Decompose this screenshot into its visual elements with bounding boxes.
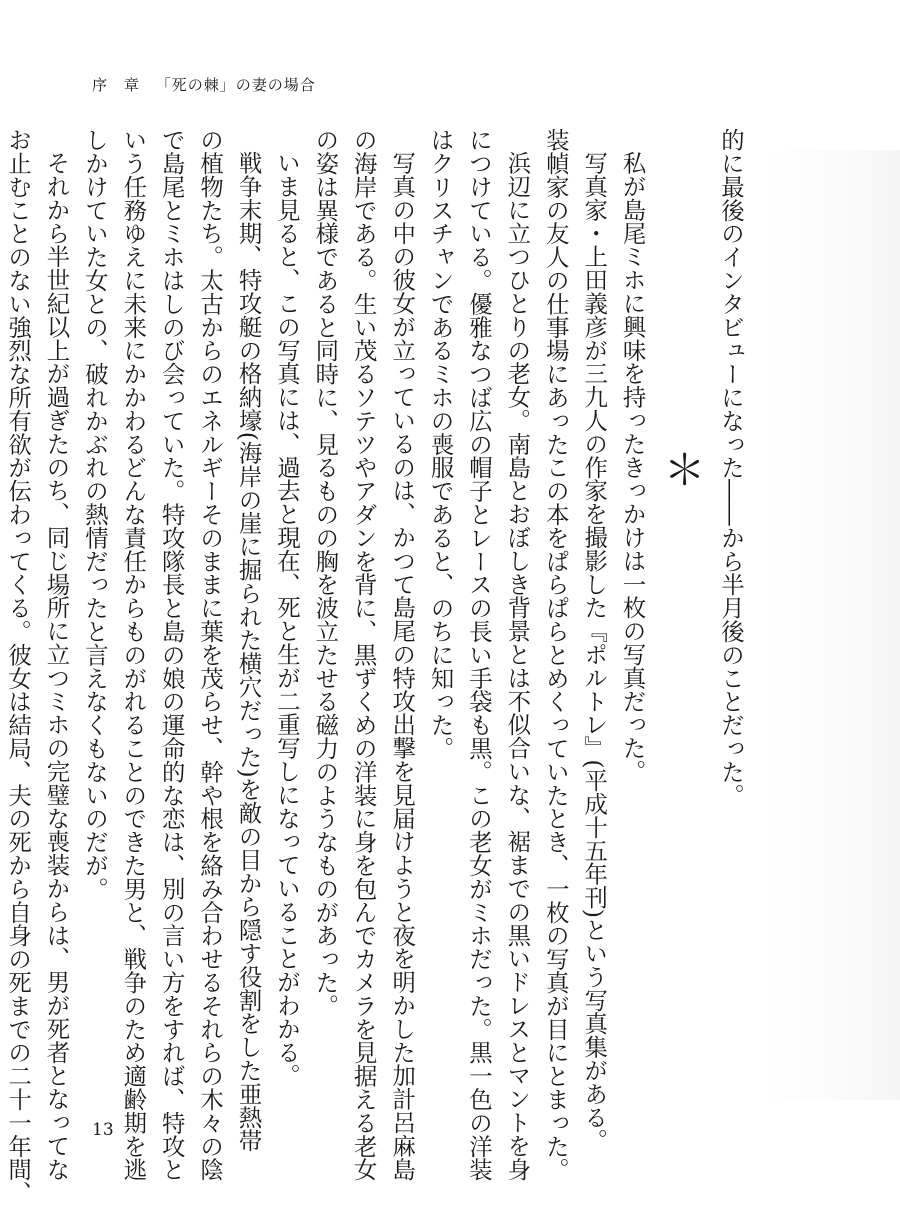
text-line: の植物たち。太古からのエネルギーそのままに葉を茂らせ、幹や根を絡み合わせるそれらの木々の陰 — [196, 128, 225, 1181]
text-line: 戦争末期、特攻艇の格納壕(海岸の崖に掘られた横穴だった)を敵の目から隠す役割をした亜熱帯 — [234, 151, 263, 1153]
text-line: はクリスチャンであるミホの喪服であると、のちに知った。 — [426, 128, 455, 760]
section-separator-asterisk: ＊ — [657, 448, 707, 490]
text-line: しかけていた女との、破れかぶれの熱情だったと言えなくもないのだが。 — [80, 128, 109, 901]
text-line: いう任務ゆえに未来にかかわるどんな責任からものがれることのできた男と、戦争のため適齢期を逃 — [119, 128, 148, 1181]
page-edge-shadow — [760, 150, 900, 1100]
text-line: お止むことのない強烈な所有欲が伝わってくる。彼女は結局、夫の死から自身の死までの二十一年間、 — [4, 128, 33, 1205]
text-line: 写真の中の彼女が立っているのは、かつて島尾の特攻出撃を見届けようと夜を明かした加計呂麻島 — [388, 151, 417, 1181]
text-line: いま見ると、この写真には、過去と現在、死と生が二重写しになっていることがわかる。 — [272, 151, 301, 1088]
running-head — [92, 74, 326, 95]
text-line: の姿は異様であると同時に、見るものの胸を波立たせる磁力のようなものがあった。 — [311, 128, 340, 1018]
chapter-label: 序 章 — [92, 76, 141, 94]
text-line: 的に最後のインタビューになった――から半月後のことだった。 — [717, 128, 745, 807]
text-line: 装幀家の友人の仕事場にあったこの本をぱらぱらとめくっていたとき、一枚の写真が目にとまった。 — [541, 128, 570, 1181]
page-number: 13 — [92, 1120, 114, 1140]
text-line: 私が島尾ミホに興味を持ったきっかけは一枚の写真だった。 — [618, 151, 647, 784]
text-line: につけている。優雅なつば広の帽子とレースの長い手袋も黒。この老女がミホだった。黒一色の洋装 — [464, 128, 493, 1181]
text-line: 浜辺に立つひとりの老女。南島とおぼしき背景とは不似合いな、裾までの黒いドレスとマントを身 — [503, 151, 532, 1181]
chapter-title: 「死の棘」の妻の場合 — [155, 76, 316, 94]
text-line: 写真家・上田義彦が三九人の作家を撮影した『ポルトレ』(平成十五年刊)という写真集がある。 — [580, 151, 609, 1153]
text-line: で島尾とミホはしのび会っていた。特攻隊長と島の娘の運命的な恋は、別の言い方をすれば、特攻と — [157, 128, 186, 1181]
text-line: それから半世紀以上が過ぎたのち、同じ場所に立つミホの完璧な喪装からは、男が死者となってな — [42, 151, 71, 1181]
text-line: の海岸である。生い茂るソテツやアダンを背に、黒ずくめの洋装に身を包んでカメラを見据える老女 — [349, 128, 378, 1181]
